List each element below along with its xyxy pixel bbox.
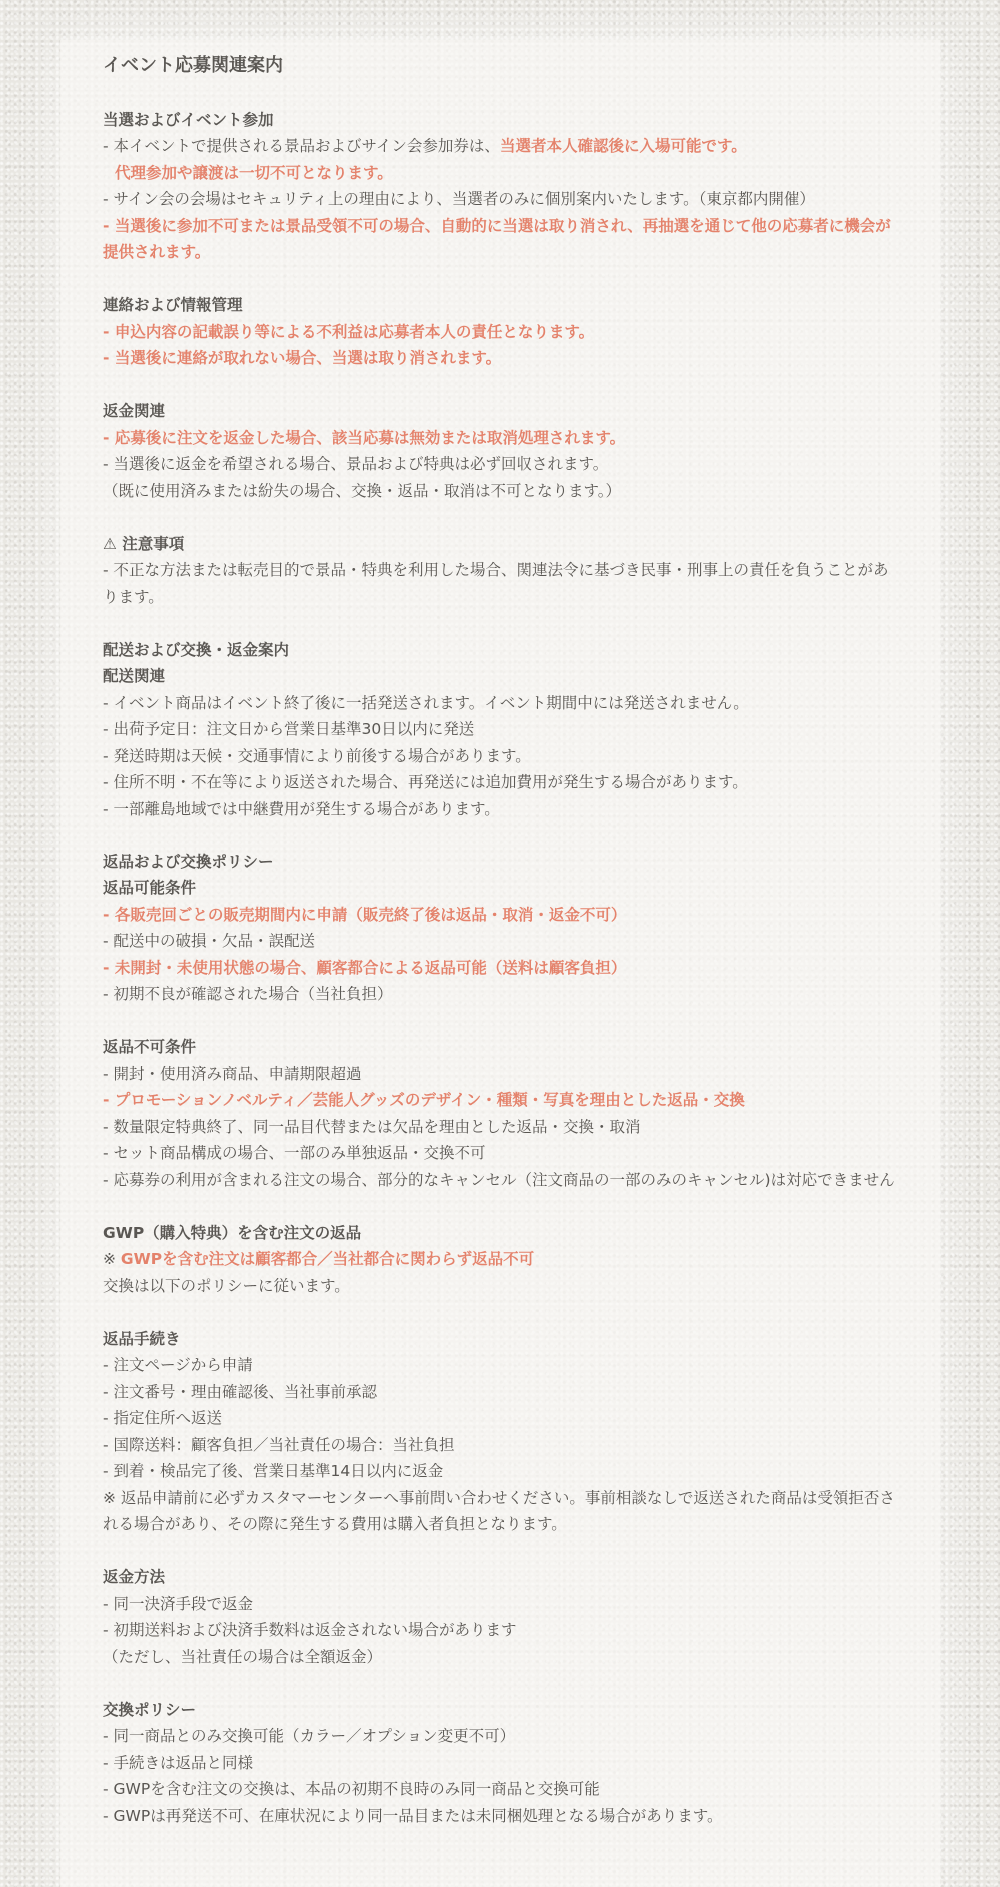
text-line: （既に使用済みまたは紛失の場合、交換・返品・取消は不可となります。） [103,481,622,500]
spacer [103,80,903,107]
subheading-return-procedure: 返品手続き [103,1329,181,1348]
text-line: - GWPは再発送不可、在庫状況により同一品目または未同梱処理となる場合があります。 [103,1806,723,1825]
notice-document [103,52,903,1829]
highlight-line: - 当選後に参加不可または景品受領不可の場合、自動的に当選は取り消され、再抽選を通じて他の応募者に機会が提供されます。 [103,216,891,261]
spacer [103,266,903,293]
text-line: （ただし、当社責任の場合は全額返金） [103,1647,383,1666]
text-line: - 同一決済手段で返金 [103,1594,254,1613]
highlight-line: - 申込内容の記載誤り等による不利益は応募者本人の責任となります。 [103,322,595,341]
section-heading-caution: ⚠ 注意事項 [103,534,185,553]
text-line: - 同一商品とのみ交換可能（カラー／オプション変更不可） [103,1727,516,1745]
subheading-returnable: 返品可能条件 [103,879,197,897]
highlight-line: - 応募後に注文を返金した場合、該当応募は無効または取消処理されます。 [103,428,626,447]
text-line [103,1246,903,1273]
text-line: - サイン会の会場はセキュリティ上の理由により、当選者のみに個別案内いたします。（東京都内開催） [103,190,815,208]
spacer [103,1538,903,1565]
text-line: 交換は以下のポリシーに従います。 [103,1276,350,1295]
note-mark: ※ [103,1250,121,1268]
text-line: - セット商品構成の場合、一部のみ単独返品・交換不可 [103,1144,486,1162]
section-heading-contact: 連絡および情報管理 [103,296,243,314]
text-line: - GWPを含む注文の交換は、本品の初期不良時のみ同一商品と交換可能 [103,1780,600,1798]
subheading-exchange-policy: 交換ポリシー [103,1700,197,1719]
spacer [103,1299,903,1326]
text-line: - 不正な方法または転売目的で景品・特典を利用した場合、関連法令に基づき民事・刑事上の責任を負うことがあります。 [103,561,889,606]
spacer [103,504,903,531]
text-line: - 注文ページから申請 [103,1356,253,1374]
spacer [103,1008,903,1035]
section-heading-refund: 返金関連 [103,402,166,420]
text-line: - 注文番号・理由確認後、当社事前承認 [103,1382,378,1401]
highlight-line: - 未開封・未使用状態の場合、顧客都合による返品可能（送料は顧客負担） [103,958,627,977]
highlight-text: 当選者本人確認後に入場可能です。 [499,137,747,155]
text-segment: - 本イベントで提供される景品およびサイン会参加券は、 [103,137,500,155]
text-line: - 応募券の利用が含まれる注文の場合、部分的なキャンセル（注文商品の一部のみのキャンセル)は対応できません [103,1170,895,1189]
highlight-line: 代理参加や譲渡は一切不可となります。 [115,163,393,182]
text-line: - 数量限定特典終了、同一品目代替または欠品を理由とした返品・交換・取消 [103,1117,641,1136]
text-line: - 当選後に返金を希望される場合、景品および特典は必ず回収されます。 [103,455,609,473]
highlight-text: GWPを含む注文は顧客都合／当社都合に関わらず返品不可 [120,1250,535,1268]
page-title: イベント応募関連案内 [103,55,283,76]
subheading-non-returnable: 返品不可条件 [103,1038,197,1056]
text-line [103,133,903,160]
subheading-gwp-return: GWP（購入特典）を含む注文の返品 [103,1223,362,1242]
text-line: ※ 返品申請前に必ずカスタマーセンターへ事前問い合わせください。事前相談なしで返送された商品は受領拒否される場合があり、その際に発生する費用は購入者負担となります。 [103,1488,895,1533]
text-line: - 到着・検品完了後、営業日基準14日以内に返金 [103,1462,444,1480]
spacer [103,822,903,849]
text-line: - 配送中の破損・欠品・誤配送 [103,932,316,950]
text-line: - 初期不良が確認された場合（当社負担） [103,985,393,1003]
text-line: - 住所不明・不在等により返送された場合、再発送には追加費用が発生する場合があります。 [103,773,748,791]
text-line: - 発送時期は天候・交通事情により前後する場合があります。 [103,746,531,765]
text-line: - 開封・使用済み商品、申請期限超過 [103,1064,362,1083]
text-line: - 手続きは返品と同様 [103,1753,254,1772]
text-line: - 初期送料および決済手数料は返金されない場合があります [103,1621,517,1639]
section-heading-return-policy: 返品および交換ポリシー [103,852,274,871]
text-line: - 国際送料：顧客負担／当社責任の場合：当社負担 [103,1435,455,1454]
text-line: - 指定住所へ返送 [103,1409,223,1427]
text-line: - イベント商品はイベント終了後に一括発送されます。イベント期間中には発送されません。 [103,693,749,712]
highlight-line: - 当選後に連絡が取れない場合、当選は取り消されます。 [103,349,502,367]
spacer [103,610,903,637]
spacer [103,1193,903,1220]
text-line: - 一部離島地域では中継費用が発生する場合があります。 [103,799,500,818]
spacer [103,1670,903,1697]
section-heading-winning: 当選およびイベント参加 [103,110,274,129]
subheading-refund-method: 返金方法 [103,1568,166,1586]
text-line: - 出荷予定日：注文日から営業日基準30日以内に発送 [103,720,475,738]
section-heading-shipping: 配送および交換・返金案内 [103,640,290,659]
subheading-delivery: 配送関連 [103,667,166,685]
highlight-line: - 各販売回ごとの販売期間内に申請（販売終了後は返品・取消・返金不可） [103,905,627,924]
highlight-line: - プロモーションノベルティ／芸能人グッズのデザイン・種類・写真を理由とした返品・交換 [103,1091,745,1109]
spacer [103,372,903,399]
